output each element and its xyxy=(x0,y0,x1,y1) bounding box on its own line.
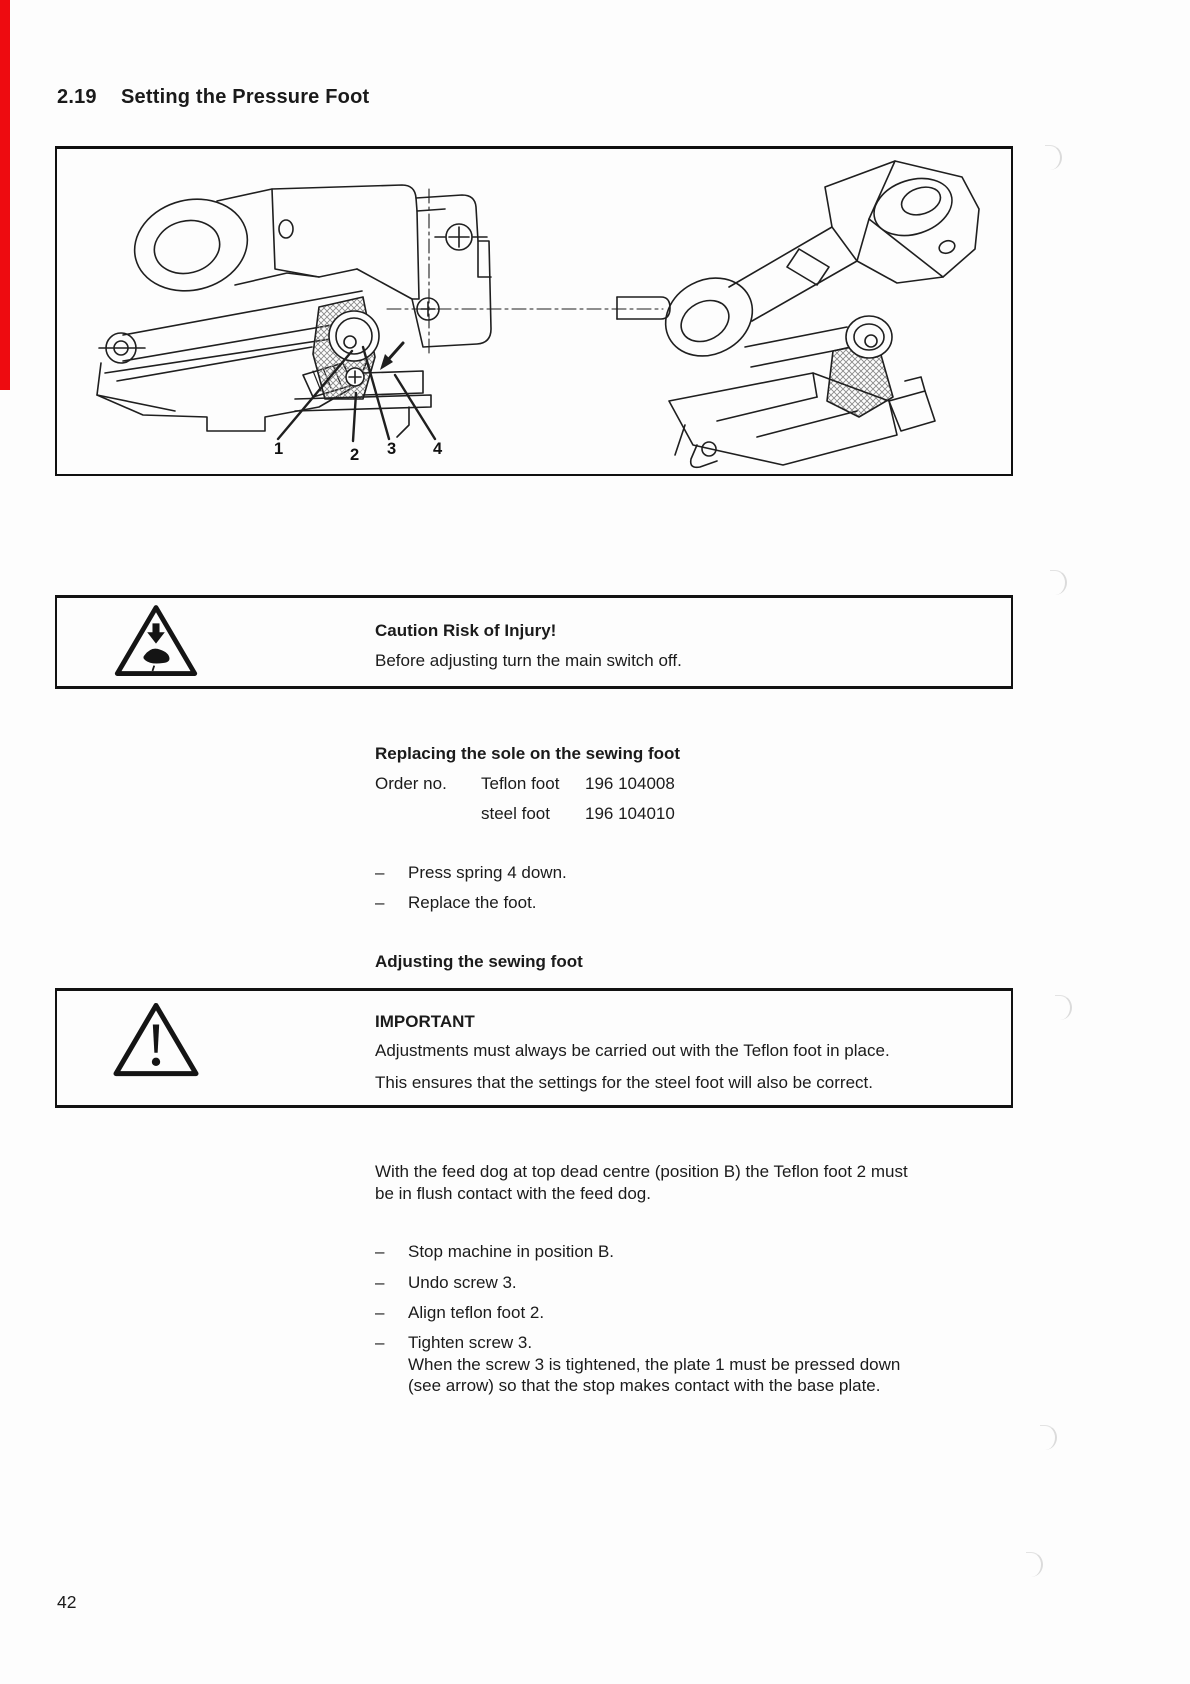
figure-box xyxy=(55,146,1013,476)
list-item xyxy=(375,1302,544,1323)
important-line: This ensures that the settings for the steel foot will also be correct. xyxy=(375,1073,873,1092)
important-warning-icon xyxy=(110,1000,202,1080)
order-item-number: 196 104010 xyxy=(585,804,675,823)
step-dash: – xyxy=(375,1303,385,1322)
page-number: 42 xyxy=(57,1592,77,1612)
body-paragraph-line: be in flush contact with the feed dog. xyxy=(375,1184,651,1203)
scan-smudge xyxy=(1040,1425,1057,1450)
list-item xyxy=(375,1272,517,1293)
caution-body: Before adjusting turn the main switch off. xyxy=(375,651,682,670)
scan-smudge xyxy=(1050,570,1067,595)
adjusting-heading: Adjusting the sewing foot xyxy=(375,952,583,971)
figure-label-1: 1 xyxy=(274,440,284,458)
step-note-line: When the screw 3 is tightened, the plate 1 must be pressed down xyxy=(408,1355,901,1374)
step-dash: – xyxy=(375,863,385,882)
section-heading xyxy=(57,86,369,109)
step-dash: – xyxy=(375,1273,385,1292)
step-text: Align teflon foot 2. xyxy=(408,1303,545,1322)
page-title: Setting the Pressure Foot xyxy=(121,86,370,108)
order-label: Order no. xyxy=(375,774,447,793)
list-item xyxy=(375,862,567,883)
order-item-name: Teflon foot xyxy=(481,774,560,793)
step-dash: – xyxy=(375,893,385,912)
replacing-heading: Replacing the sole on the sewing foot xyxy=(375,744,681,763)
step-text: Tighten screw 3. xyxy=(408,1333,533,1352)
list-item xyxy=(375,1332,532,1353)
red-edge-strip xyxy=(0,0,10,390)
list-item xyxy=(375,1241,614,1262)
pressure-foot-diagram xyxy=(57,149,1010,471)
scan-smudge xyxy=(1055,995,1072,1020)
order-item-name: steel foot xyxy=(481,804,550,823)
step-note-line: (see arrow) so that the stop makes contact with the base plate. xyxy=(408,1376,881,1395)
order-item-number: 196 104008 xyxy=(585,774,675,793)
step-text: Replace the foot. xyxy=(408,893,537,912)
caution-title: Caution Risk of Injury! xyxy=(375,621,557,640)
order-row xyxy=(375,773,675,794)
step-dash: – xyxy=(375,1242,385,1261)
figure-label-3: 3 xyxy=(387,440,397,458)
step-text: Undo screw 3. xyxy=(408,1273,517,1292)
important-line: Adjustments must always be carried out with the Teflon foot in place. xyxy=(375,1041,890,1060)
risk-of-injury-icon xyxy=(112,602,200,680)
figure-label-4: 4 xyxy=(433,440,443,458)
step-text: Press spring 4 down. xyxy=(408,863,567,882)
list-item xyxy=(375,892,537,913)
figure-label-2: 2 xyxy=(350,446,360,464)
step-dash: – xyxy=(375,1333,385,1352)
scan-smudge xyxy=(1045,145,1062,170)
order-row xyxy=(375,803,675,824)
scan-smudge xyxy=(1026,1552,1043,1577)
page-title-number: 2.19 xyxy=(57,86,97,108)
step-text: Stop machine in position B. xyxy=(408,1242,615,1261)
body-paragraph-line: With the feed dog at top dead centre (position B) the Teflon foot 2 must xyxy=(375,1162,908,1181)
important-title: IMPORTANT xyxy=(375,1012,475,1031)
